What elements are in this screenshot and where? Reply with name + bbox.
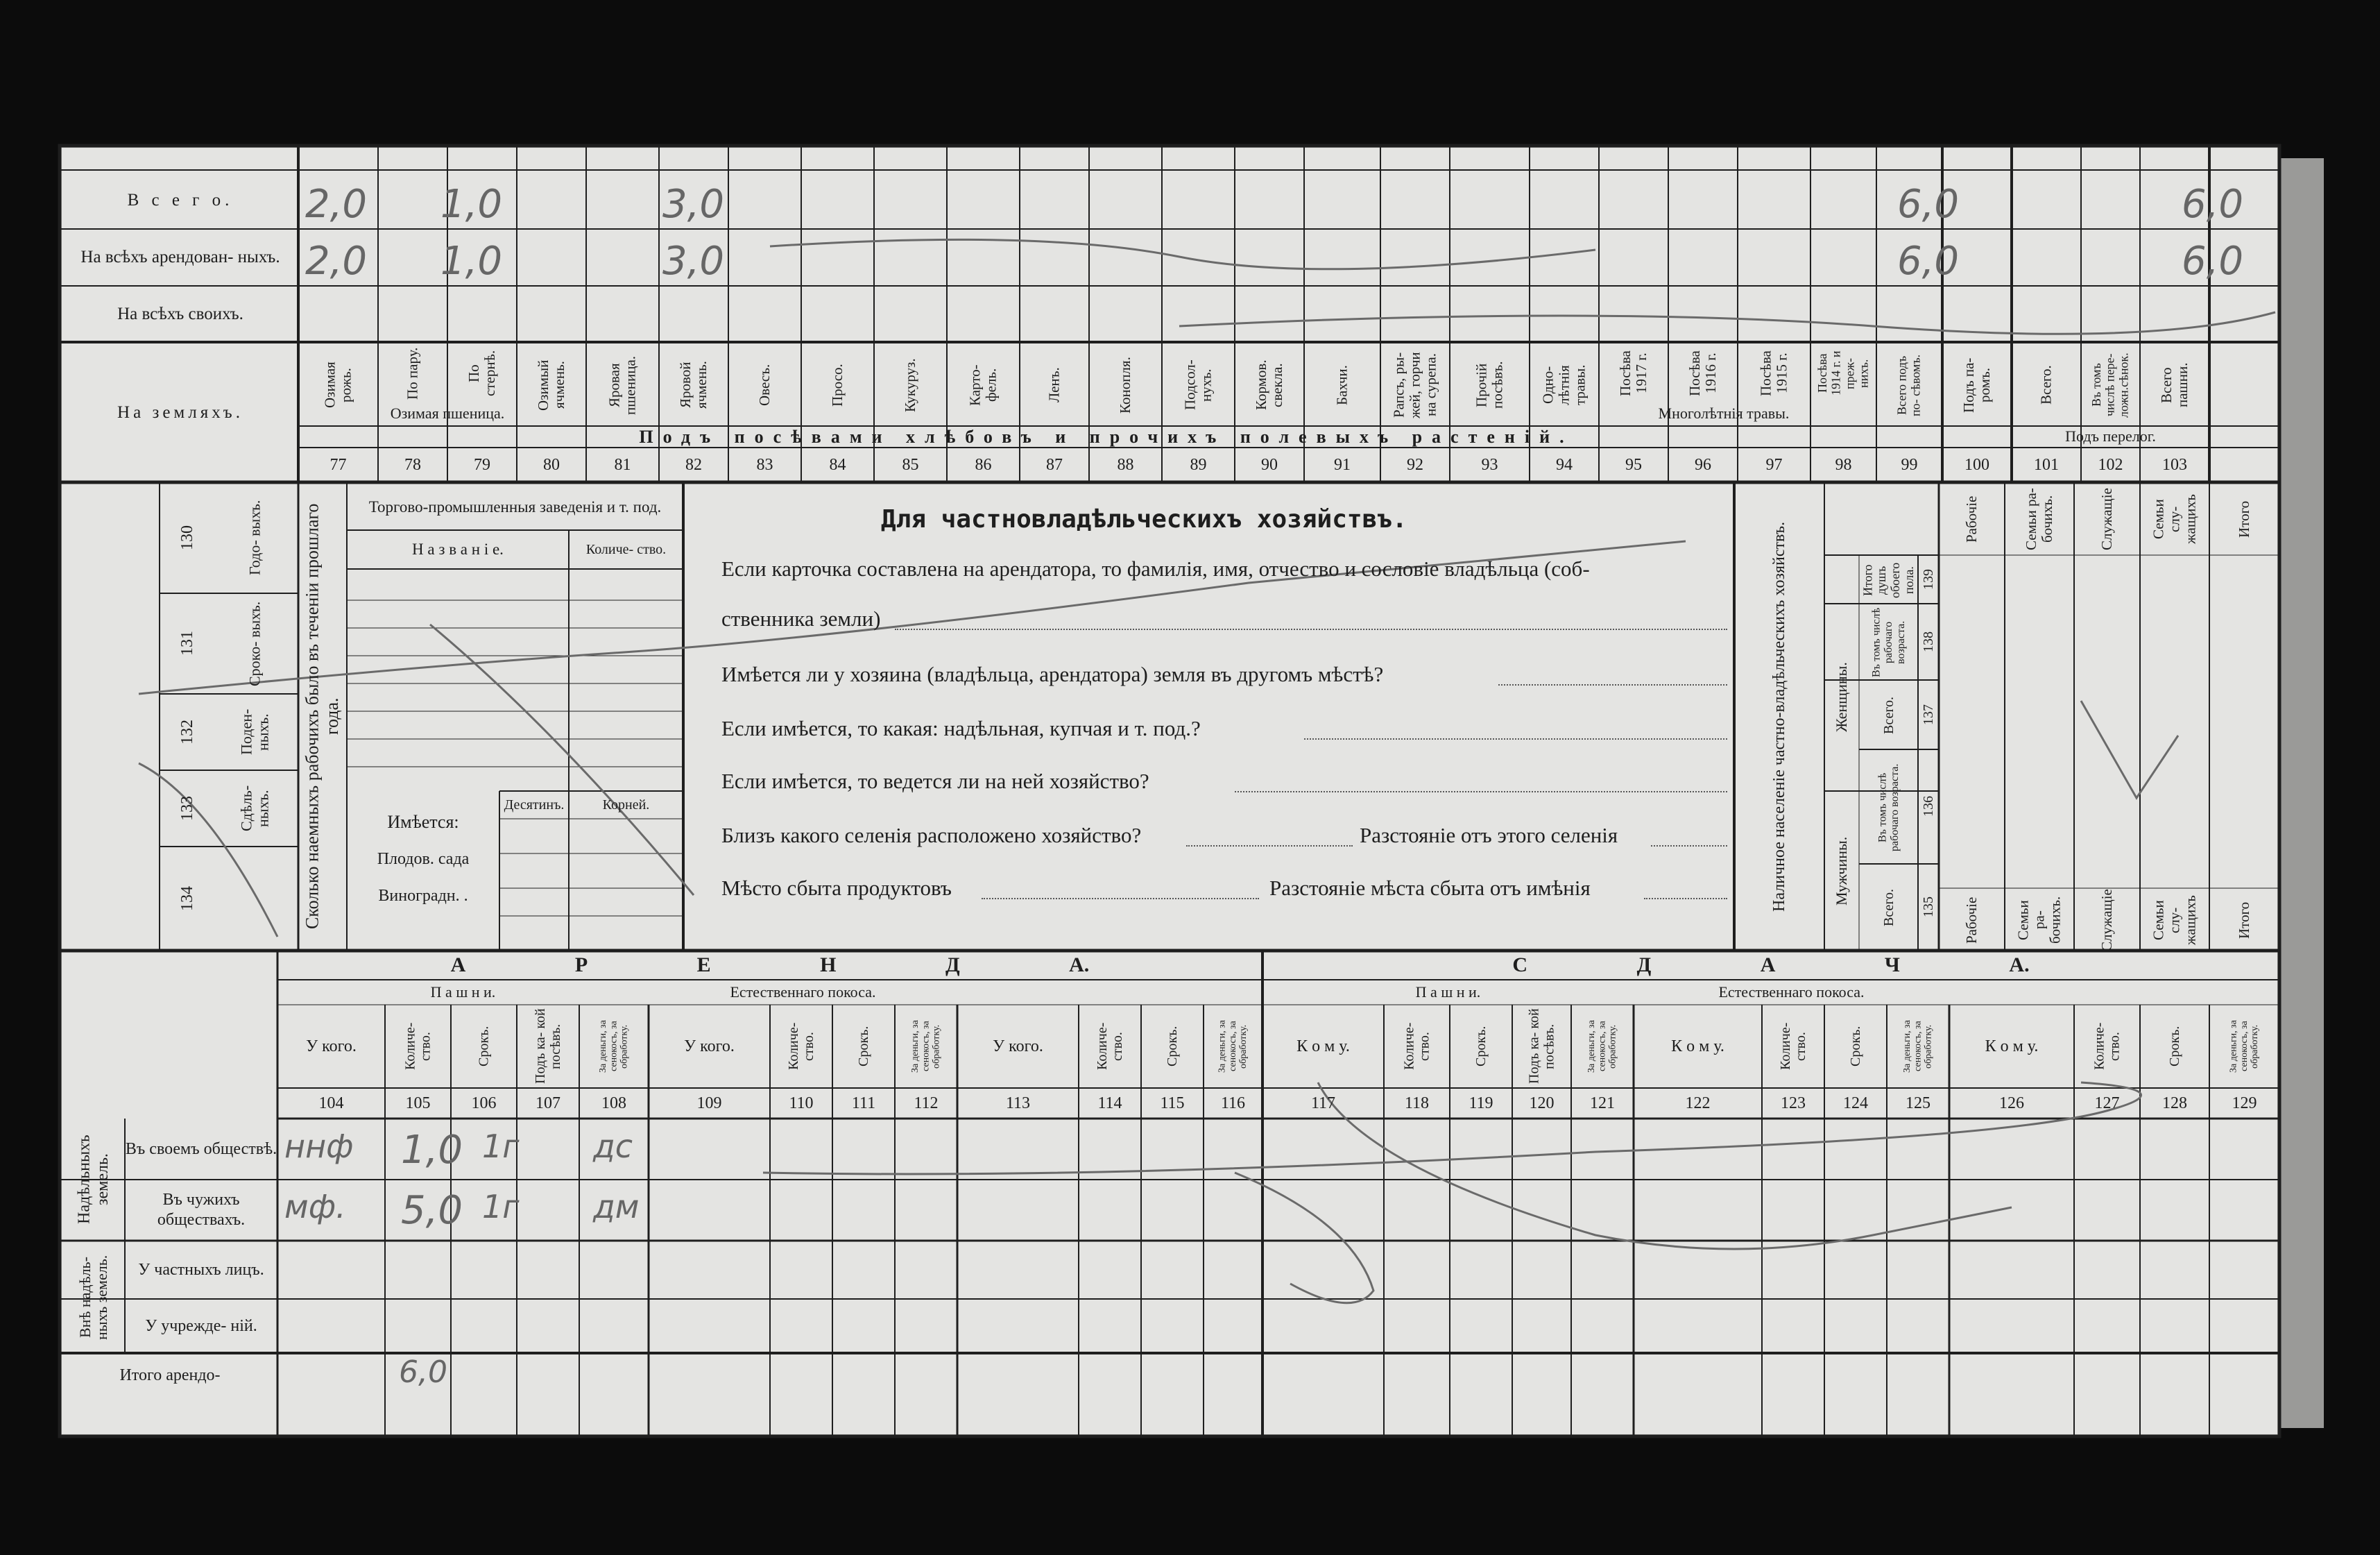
- rent-number: 114: [1097, 1094, 1122, 1112]
- crop-number: 92: [1407, 455, 1423, 474]
- row-svoih: На всѣхъ своихъ.: [117, 305, 243, 323]
- rent-number: 127: [2094, 1094, 2120, 1112]
- crop-number: 90: [1261, 455, 1278, 474]
- crop-header: Посѣва 1916 г.: [1686, 350, 1719, 396]
- mnogoletnie-travy: Многолѣтнія травы.: [1658, 404, 1790, 422]
- rent-number: 124: [1843, 1094, 1868, 1112]
- crop-header: Просо.: [828, 364, 846, 407]
- question-6b: Разстояніе мѣста сбыта отъ имѣнія: [1269, 876, 1591, 900]
- crop-number: 86: [975, 455, 992, 474]
- hand-arend-3: 3,0: [662, 239, 725, 284]
- pop-number: 137: [1921, 704, 1936, 725]
- worker-type: Поден- ныхъ.: [237, 708, 272, 756]
- rent-number: 112: [914, 1094, 939, 1112]
- question-5: Близъ какого селенія расположено хозяйство?: [721, 823, 1142, 847]
- rent-col-header: У кого.: [306, 1037, 357, 1055]
- row-arendovannyh: На всѣхъ арендован- ныхъ.: [80, 248, 280, 266]
- category-top: Рабочіе: [1962, 495, 1980, 543]
- crop-number: 99: [1901, 455, 1918, 474]
- row-chastnyh-lits: У частныхъ лицъ.: [138, 1260, 264, 1279]
- rent-number: 113: [1005, 1094, 1031, 1112]
- rent-col-header: За деньги, за сенокосъ, за обработку.: [597, 1020, 630, 1073]
- crop-header: Ленъ.: [1045, 367, 1063, 403]
- question-6: Мѣсто сбыта продуктовъ: [721, 876, 952, 900]
- crop-number: 96: [1695, 455, 1711, 474]
- worker-type: Сдѣль- ныхъ.: [237, 785, 272, 832]
- rent-number: 104: [318, 1094, 344, 1112]
- crop-header: Рапсъ, ры- жей, горчи на сурепа.: [1390, 352, 1439, 418]
- hand-arend-4: 6,0: [1897, 239, 1960, 284]
- rent-number: 109: [696, 1094, 722, 1112]
- crop-number: 103: [2162, 455, 2187, 474]
- kolichestvo-torg: Количе- ство.: [585, 542, 667, 557]
- crop-number: 77: [329, 455, 347, 474]
- census-card: [60, 146, 2279, 1436]
- vtom-m: Въ томъ числѣ рабочаго возраста.: [1876, 763, 1901, 852]
- question-1b: ственника земли): [721, 606, 881, 631]
- pop-number: 138: [1921, 631, 1936, 652]
- zhenshchiny: Женщины.: [1832, 662, 1850, 733]
- crop-header: Посѣва 1915 г.: [1757, 350, 1790, 396]
- crop-header: Прочій посѣвъ.: [1473, 361, 1506, 409]
- rent-number: 107: [536, 1094, 560, 1112]
- crop-header: Посѣва 1917 г.: [1616, 350, 1650, 396]
- pop-number: 139: [1921, 569, 1936, 590]
- rent-number: 129: [2232, 1094, 2257, 1112]
- hand-r1-2: 1,0: [401, 1128, 463, 1173]
- rent-col-header: За деньги, за сенокосъ, за обработку.: [1901, 1020, 1934, 1073]
- hand-r2-2: 5,0: [401, 1188, 463, 1233]
- rent-number: 126: [1999, 1094, 2024, 1112]
- worker-type: Сроко- выхъ.: [246, 601, 264, 686]
- worker-num: 133: [178, 796, 196, 821]
- rent-group-label: Естественнаго покоса.: [1718, 983, 1865, 1001]
- row-vsego: В с е г о.: [127, 191, 234, 210]
- rent-col-header: За деньги, за сенокосъ, за обработку.: [1217, 1020, 1249, 1073]
- crop-number: 94: [1556, 455, 1573, 474]
- rent-col-header: Количе- ство.: [1778, 1022, 1808, 1071]
- crop-number: 78: [404, 455, 421, 474]
- rent-col-header: К о м у.: [1985, 1037, 2039, 1055]
- worker-num: 130: [178, 525, 196, 550]
- rent-col-header: За деньги, за сенокосъ, за обработку.: [2228, 1020, 2261, 1073]
- crop-number: 89: [1190, 455, 1207, 474]
- category-top: Семьи слу- жащихъ: [2150, 494, 2199, 544]
- rent-col-header: Срокъ.: [1473, 1026, 1489, 1067]
- rent-col-header: Количе- ство.: [1095, 1022, 1125, 1071]
- row-chuzhih-obshchestvah: Въ чужихъ обществахъ.: [157, 1191, 246, 1229]
- hand-vsego-4: 6,0: [1897, 182, 1960, 227]
- sdacha-heading: С Д А Ч А.: [1512, 953, 2030, 976]
- crop-header: Озимая рожь.: [321, 362, 354, 409]
- rent-number: 108: [601, 1094, 626, 1112]
- crop-number: 95: [1625, 455, 1642, 474]
- crop-header: По пару.: [404, 347, 421, 400]
- pop-number: 136: [1921, 796, 1936, 817]
- crop-number: 80: [543, 455, 560, 474]
- category-bottom: Семьи слу- жащихъ: [2150, 895, 2199, 945]
- rent-number: 122: [1685, 1094, 1711, 1112]
- worker-type: [215, 849, 295, 948]
- rent-col-header: Количе- ство.: [1401, 1022, 1432, 1071]
- rent-col-header: К о м у.: [1296, 1037, 1350, 1055]
- crop-number: 82: [685, 455, 702, 474]
- hand-vsego-1: 2,0: [305, 182, 368, 227]
- rent-number: 118: [1404, 1094, 1430, 1112]
- rent-group-label: П а ш н и.: [430, 983, 496, 1001]
- crop-header: Въ томъ числѣ пере- ложн.сѣнок.: [2089, 352, 2131, 418]
- rent-number: 119: [1469, 1094, 1493, 1112]
- desyatin: Десятинъ.: [504, 797, 565, 813]
- rent-number: 121: [1590, 1094, 1615, 1112]
- question-3: Если имѣется, то какая: надѣльная, купчая и т. под.?: [721, 716, 1201, 740]
- crop-number: 81: [614, 455, 631, 474]
- imeetsya: Имѣется:: [387, 812, 459, 833]
- question-1: Если карточка составлена на арендатора, то фамилія, имя, отчество и сословіе владѣльца (соб-: [721, 556, 1590, 581]
- crop-header: По стернѣ.: [465, 350, 498, 397]
- rent-col-header: Количе- ство.: [786, 1022, 816, 1071]
- worker-type: Годо- выхъ.: [246, 500, 264, 576]
- crop-header: Подсол- нухъ.: [1181, 359, 1215, 411]
- crop-header: Всего подъ по- сѣвомъ.: [1894, 354, 1923, 416]
- rent-col-header: Срокъ.: [856, 1026, 871, 1067]
- category-top: Итого: [2235, 500, 2252, 538]
- hand-itogo: 6,0: [399, 1354, 447, 1390]
- hand-arend-5: 6,0: [2182, 239, 2244, 284]
- rent-col-header: Срокъ.: [1165, 1026, 1180, 1067]
- question-5b: Разстояніе отъ этого селенія: [1360, 823, 1618, 847]
- crop-header: Карто- фель.: [966, 364, 1000, 406]
- crop-number: 79: [474, 455, 490, 474]
- rent-col-header: Срокъ.: [1848, 1026, 1863, 1067]
- pod-perelog: Подъ перелог.: [2065, 427, 2156, 445]
- vtom-zh: Въ томъ числѣ рабочаго возраста.: [1870, 607, 1907, 678]
- crop-number: 93: [1481, 455, 1498, 474]
- crop-header: Яровая пшеница.: [606, 355, 639, 415]
- rent-col-header: Срокъ.: [476, 1026, 492, 1067]
- vsego-zh: Всего.: [1881, 696, 1897, 735]
- na-zemlyah-label: На земляхъ.: [117, 403, 243, 422]
- rent-number: 125: [1906, 1094, 1930, 1112]
- crop-header: Посѣва 1914 г. и преж- нихъ.: [1815, 350, 1871, 396]
- crop-number: 101: [2034, 455, 2059, 474]
- rent-number: 111: [851, 1094, 876, 1112]
- question-2: Имѣется ли у хозяина (владѣльца, арендатора) земля въ другомъ мѣстѣ?: [721, 662, 1384, 686]
- category-top: Семьи ра- бочихъ.: [2022, 488, 2055, 550]
- rent-col-header: У кого.: [993, 1037, 1043, 1055]
- crop-number: 102: [2098, 455, 2123, 474]
- rent-col-header: Количе- ство.: [402, 1022, 434, 1071]
- rent-col-header: Срокъ.: [2167, 1026, 2182, 1067]
- crop-header: Одно- лѣтнія травы.: [1539, 364, 1589, 406]
- category-bottom: Рабочіе: [1962, 897, 1980, 944]
- torg-title: Торгово-промышленныя заведенія и т. под.: [368, 498, 662, 516]
- vinogradn: Виноградн. .: [378, 886, 468, 905]
- nazvanie: Н а з в а н і е.: [412, 541, 504, 559]
- crop-header: Озимый ячмень.: [534, 359, 567, 411]
- crop-header: Конопля.: [1116, 357, 1133, 414]
- nadelnyh-zemel: Надѣльныхъ земель.: [75, 1135, 112, 1225]
- rent-col-header: Количе- ство.: [2091, 1022, 2123, 1071]
- row-itogo-arendo: Итого арендо-: [119, 1366, 221, 1384]
- crop-number: 88: [1117, 455, 1134, 474]
- pod-posevami-heading: Подъ посѣвами хлѣбовъ и прочихъ полевыхъ растеній.: [639, 426, 1574, 447]
- crop-number: 91: [1334, 455, 1351, 474]
- muzhchiny: Мужчины.: [1832, 836, 1850, 906]
- vne-nadelnyh: Внѣ надѣль- ныхъ земель.: [76, 1255, 110, 1341]
- crop-header: Кукуруз.: [901, 358, 918, 412]
- hand-vsego-3: 3,0: [662, 182, 725, 227]
- hand-r2-1: мф.: [284, 1188, 346, 1225]
- crop-number: 97: [1765, 455, 1783, 474]
- rent-number: 115: [1160, 1094, 1185, 1112]
- category-bottom: Служащіе: [2098, 889, 2115, 951]
- worker-num: 134: [178, 886, 196, 911]
- worker-num: 132: [178, 720, 196, 745]
- crop-number: 84: [829, 455, 846, 474]
- rent-number: 128: [2162, 1094, 2187, 1112]
- ozimaya-pshenica: Озимая пшеница.: [390, 404, 505, 422]
- crop-header: Всего.: [2037, 365, 2055, 405]
- rent-number: 116: [1220, 1094, 1246, 1112]
- rent-col-header: Подъ ка- кой посѣвъ.: [1526, 1008, 1557, 1085]
- rent-col-header: У кого.: [684, 1037, 735, 1055]
- rent-number: 120: [1529, 1094, 1555, 1112]
- plodov-sada: Плодов. сада: [377, 849, 470, 868]
- hand-arend-1: 2,0: [305, 239, 368, 284]
- hand-arend-2: 1,0: [440, 239, 503, 284]
- hand-r2-4: дм: [593, 1188, 640, 1225]
- rent-col-header: За деньги, за сенокосъ, за обработку.: [1586, 1020, 1618, 1073]
- crop-header: Подъ па- ромъ.: [1960, 357, 1993, 413]
- itogo-dush: Итого душъ обоего пола.: [1860, 562, 1916, 598]
- row-svoem-obshchestve: Въ своемъ обществѣ.: [125, 1139, 277, 1158]
- crop-header: Овесъ.: [755, 364, 773, 407]
- category-bottom: Семьи ра- бочихъ.: [2014, 896, 2064, 944]
- crop-number: 98: [1835, 455, 1852, 474]
- hand-vsego-5: 6,0: [2182, 182, 2244, 227]
- rent-col-header: К о м у.: [1671, 1037, 1724, 1055]
- vsego-m: Всего.: [1881, 888, 1897, 926]
- category-top: Служащіе: [2098, 488, 2115, 550]
- korney: Корней.: [602, 797, 650, 813]
- rent-number: 123: [1781, 1094, 1806, 1112]
- hand-r1-1: ннф: [284, 1128, 354, 1165]
- hand-r1-3: 1г: [482, 1128, 520, 1165]
- rent-number: 110: [789, 1094, 814, 1112]
- row-uchrezhdeniy: У учрежде- ній.: [145, 1316, 257, 1335]
- hand-r1-4: дс: [593, 1128, 633, 1165]
- crop-number: 85: [902, 455, 919, 474]
- private-title: Для частновладѣльческихъ хозяйствъ.: [881, 505, 1407, 534]
- nalichnoe-naselenie: Наличное населеніе частно-владѣльческихъ хозяйствъ.: [1770, 521, 1788, 912]
- rent-number: 117: [1310, 1094, 1336, 1112]
- rent-number: 106: [471, 1094, 497, 1112]
- card-edge: [2279, 158, 2324, 1428]
- worker-num: 131: [178, 631, 196, 656]
- hand-vsego-2: 1,0: [440, 182, 503, 227]
- hand-r2-3: 1г: [482, 1188, 520, 1225]
- crop-number: 83: [756, 455, 773, 474]
- rent-group-label: П а ш н и.: [1415, 983, 1481, 1001]
- rent-col-header: Подъ ка- кой посѣвъ.: [533, 1008, 563, 1085]
- crop-header: Кормов. свекла.: [1252, 359, 1285, 411]
- crop-number: 100: [1964, 455, 1989, 474]
- question-4: Если имѣется, то ведется ли на ней хозяйство?: [721, 769, 1149, 793]
- naemnyh-rabochih: Сколько наемныхъ рабочихъ было въ теченіи прошлаго года.: [302, 503, 342, 930]
- rent-number: 105: [405, 1094, 431, 1112]
- category-bottom: Итого: [2235, 901, 2252, 939]
- crop-header: Яровой ячмень.: [676, 361, 710, 409]
- rent-col-header: За деньги, за сенокосъ, за обработку.: [909, 1020, 942, 1073]
- crop-number: 87: [1046, 455, 1063, 474]
- rent-group-label: Естественнаго покоса.: [730, 983, 876, 1001]
- crop-header: Всего пашни.: [2157, 362, 2191, 408]
- crop-header: Бахчи.: [1333, 365, 1351, 405]
- pop-number: 135: [1921, 897, 1936, 918]
- arenda-heading: А Р Е Н Д А.: [450, 953, 1090, 976]
